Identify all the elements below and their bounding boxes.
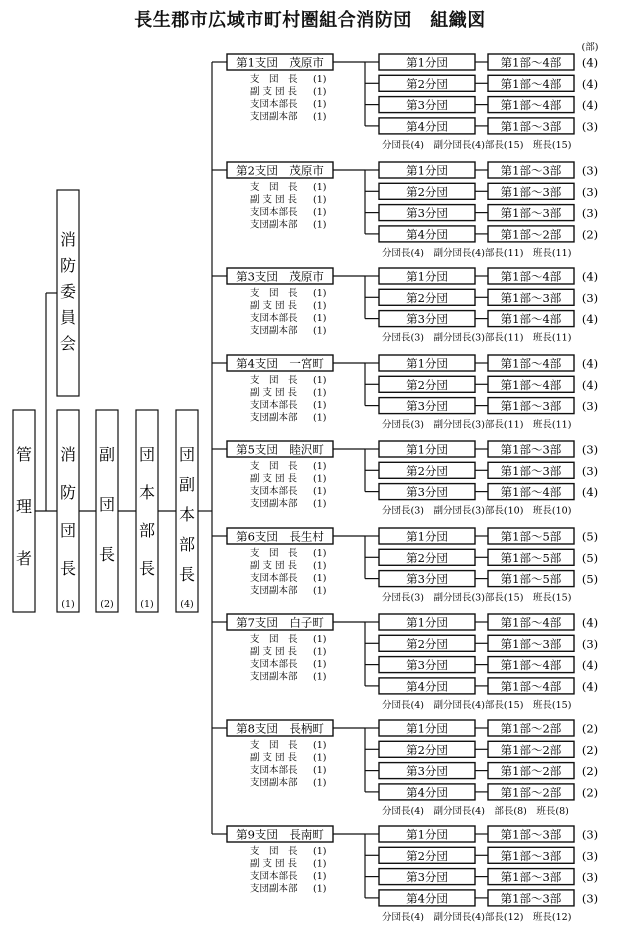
section-count: (3) [581,442,599,457]
section-range: 第1部～3部 [500,119,562,134]
officer-count: (1) [313,858,327,870]
section-range: 第1部～2部 [500,742,562,757]
section-range: 第1部～3部 [500,163,562,178]
officer-count: (1) [313,412,327,424]
officer-count: (1) [313,325,327,337]
role-char: 長 [138,559,156,578]
officer-label: 支団本部長 [250,659,298,670]
officer-label: 支 団 長 [250,74,298,85]
section-range: 第1部～3部 [500,206,562,221]
officer-label: 支団副本部 [250,883,298,895]
branch-summary: 分団長(3) 副分団長(3)部長(15) 班長(15) [382,592,572,604]
unit-header: (部) [581,42,599,53]
section-range: 第1部～2部 [500,764,562,779]
division-name: 第3分団 [406,206,448,221]
committee-char: 防 [59,256,77,275]
officer-label: 支団副本部 [250,671,298,683]
officer-label: 支団副本部 [250,777,298,789]
officer-label: 副 支 団 長 [250,752,298,764]
branch-summary: 分団長(4) 副分団長(4)部長(11) 班長(11) [382,247,572,259]
section-count: (2) [581,764,599,779]
officer-label: 支 団 長 [250,461,298,472]
division-name: 第2分団 [406,463,448,478]
officer-label: 副 支 団 長 [250,646,298,658]
section-count: (3) [581,290,599,305]
officer-count: (1) [313,560,327,572]
section-range: 第1部～3部 [500,290,562,305]
role-char: 団 [98,495,116,514]
officer-count: (1) [313,313,327,324]
section-range: 第1部～5部 [500,550,562,565]
branch-name: 第4支団 一宮町 [236,356,324,371]
section-count: (4) [581,658,599,673]
section-range: 第1部～4部 [500,658,562,673]
division-name: 第1分団 [406,356,448,371]
section-range: 第1部～4部 [500,269,562,284]
officer-label: 支 団 長 [250,182,298,193]
section-range: 第1部～4部 [500,485,562,500]
role-char: 団 [138,445,156,464]
branch-summary: 分団長(4) 副分団長(4) 部長(8) 班長(8) [382,805,569,817]
officer-label: 副 支 団 長 [250,300,298,312]
section-range: 第1部～4部 [500,76,562,91]
branch-summary: 分団長(4) 副分団長(4)部長(15) 班長(15) [382,699,572,711]
role-count: (1) [140,599,154,610]
officer-count: (1) [313,387,327,399]
officer-count: (1) [313,99,327,110]
page-title: 長生郡市広域市町村圏組合消防団 組織図 [134,10,486,31]
officer-label: 支 団 長 [250,288,298,299]
section-count: (4) [581,377,599,392]
officer-count: (1) [313,777,327,789]
officer-label: 副 支 団 長 [250,194,298,206]
section-count: (4) [581,76,599,91]
section-range: 第1部～4部 [500,615,562,630]
role-char: 長 [178,565,196,584]
division-name: 第1分団 [406,827,448,842]
officer-count: (1) [313,182,327,193]
committee-char: 員 [59,308,77,327]
section-range: 第1部～3部 [500,399,562,414]
section-count: (3) [581,163,599,178]
officer-count: (1) [313,659,327,670]
section-range: 第1部～4部 [500,377,562,392]
officer-label: 支団本部長 [250,207,298,218]
section-range: 第1部～4部 [500,55,562,70]
branch-summary: 分団長(3) 副分団長(3)部長(11) 班長(11) [382,419,572,431]
officer-label: 支団本部長 [250,400,298,411]
officer-label: 支 団 長 [250,740,298,751]
branch-name: 第5支団 睦沢町 [236,442,324,457]
officer-count: (1) [313,671,327,683]
officer-label: 支 団 長 [250,548,298,559]
section-range: 第1部～4部 [500,312,562,327]
division-name: 第1分団 [406,721,448,736]
division-name: 第3分団 [406,764,448,779]
division-name: 第2分団 [406,377,448,392]
role-char: 副 [178,475,196,494]
branch-summary: 分団長(3) 副分団長(3)部長(10) 班長(10) [382,505,572,517]
officer-count: (1) [313,86,327,98]
officer-label: 支 団 長 [250,846,298,857]
section-range: 第1部～3部 [500,442,562,457]
section-count: (3) [581,870,599,885]
role-char: 団 [59,521,77,540]
branch-name: 第6支団 長生村 [236,529,324,544]
officer-label: 支団副本部 [250,585,298,597]
role-char: 長 [98,545,116,564]
officer-label: 支団副本部 [250,219,298,231]
section-count: (5) [581,529,599,544]
section-range: 第1部～5部 [500,572,562,587]
officer-count: (1) [313,486,327,497]
officer-label: 支団本部長 [250,871,298,882]
role-char: 者 [15,549,33,568]
officer-count: (1) [313,548,327,559]
division-name: 第1分団 [406,442,448,457]
division-name: 第4分団 [406,891,448,906]
officer-count: (1) [313,219,327,231]
branch-name: 第3支団 茂原市 [236,269,324,284]
role-box-frame [136,410,158,612]
division-name: 第4分団 [406,227,448,242]
division-name: 第4分団 [406,119,448,134]
officer-count: (1) [313,573,327,584]
division-name: 第3分団 [406,870,448,885]
officer-count: (1) [313,846,327,857]
role-box-frame [57,410,79,612]
section-range: 第1部～3部 [500,827,562,842]
officer-count: (1) [313,871,327,882]
officer-count: (1) [313,288,327,299]
role-char: 本 [178,505,196,524]
branch-summary: 分団長(4) 副分団長(4)部長(12) 班長(12) [382,911,572,923]
role-count: (4) [180,599,194,610]
officer-label: 支団本部長 [250,313,298,324]
officer-label: 副 支 団 長 [250,86,298,98]
branch-name: 第8支団 長柄町 [236,721,324,736]
officer-label: 支団本部長 [250,573,298,584]
committee-char: 会 [59,334,77,353]
role-count: (1) [61,599,75,610]
section-range: 第1部～3部 [500,184,562,199]
section-range: 第1部～4部 [500,356,562,371]
committee-char: 消 [59,230,77,249]
division-name: 第4分団 [406,785,448,800]
division-name: 第2分団 [406,550,448,565]
branch-summary: 分団長(4) 副分団長(4)部長(15) 班長(15) [382,139,572,151]
branch-name: 第1支団 茂原市 [236,55,324,70]
section-count: (4) [581,312,599,327]
section-count: (4) [581,356,599,371]
officer-count: (1) [313,207,327,218]
officer-count: (1) [313,300,327,312]
role-char: 部 [138,521,156,540]
section-count: (2) [581,742,599,757]
officer-count: (1) [313,634,327,645]
section-count: (3) [581,206,599,221]
division-name: 第1分団 [406,529,448,544]
division-name: 第1分団 [406,269,448,284]
section-count: (2) [581,227,599,242]
section-count: (4) [581,679,599,694]
role-count: (2) [100,599,114,610]
officer-count: (1) [313,646,327,658]
officer-label: 副 支 団 長 [250,858,298,870]
section-range: 第1部～3部 [500,463,562,478]
role-char: 本 [138,483,156,502]
officer-count: (1) [313,740,327,751]
section-range: 第1部～4部 [500,98,562,113]
division-name: 第3分団 [406,485,448,500]
role-char: 防 [59,483,77,502]
division-name: 第3分団 [406,312,448,327]
role-char: 長 [59,559,77,578]
branch-summary: 分団長(3) 副分団長(3)部長(11) 班長(11) [382,332,572,344]
division-name: 第2分団 [406,742,448,757]
section-range: 第1部～3部 [500,891,562,906]
section-count: (3) [581,848,599,863]
officer-count: (1) [313,111,327,123]
branch-name: 第9支団 長南町 [236,827,324,842]
section-range: 第1部～2部 [500,721,562,736]
section-count: (5) [581,572,599,587]
officer-count: (1) [313,400,327,411]
section-range: 第1部～2部 [500,785,562,800]
division-name: 第4分団 [406,679,448,694]
officer-label: 支団副本部 [250,498,298,510]
division-name: 第1分団 [406,163,448,178]
section-count: (3) [581,119,599,134]
officer-label: 副 支 団 長 [250,387,298,399]
officer-count: (1) [313,461,327,472]
officer-label: 支団本部長 [250,99,298,110]
role-char: 副 [98,445,116,464]
section-count: (4) [581,98,599,113]
role-char: 管 [15,445,33,464]
section-count: (3) [581,636,599,651]
role-char: 団 [178,445,196,464]
division-name: 第3分団 [406,399,448,414]
officer-label: 支 団 長 [250,375,298,386]
division-name: 第2分団 [406,290,448,305]
division-name: 第2分団 [406,636,448,651]
officer-label: 支団本部長 [250,765,298,776]
officer-count: (1) [313,498,327,510]
section-count: (5) [581,550,599,565]
section-count: (2) [581,721,599,736]
division-name: 第3分団 [406,572,448,587]
officer-count: (1) [313,375,327,386]
division-name: 第2分団 [406,848,448,863]
officer-label: 支団本部長 [250,486,298,497]
division-name: 第3分団 [406,658,448,673]
section-count: (4) [581,615,599,630]
officer-label: 副 支 団 長 [250,560,298,572]
officer-count: (1) [313,74,327,85]
officer-label: 支団副本部 [250,412,298,424]
officer-label: 支団副本部 [250,325,298,337]
officer-label: 支団副本部 [250,111,298,123]
role-char: 部 [178,535,196,554]
officer-label: 副 支 団 長 [250,473,298,485]
branch-name: 第2支団 茂原市 [236,163,324,178]
section-count: (3) [581,827,599,842]
section-range: 第1部～2部 [500,227,562,242]
officer-label: 支 団 長 [250,634,298,645]
division-name: 第1分団 [406,615,448,630]
left-role-box [136,410,158,612]
officer-count: (1) [313,765,327,776]
section-range: 第1部～3部 [500,636,562,651]
division-name: 第2分団 [406,184,448,199]
officer-count: (1) [313,883,327,895]
division-name: 第1分団 [406,55,448,70]
section-count: (2) [581,785,599,800]
section-count: (3) [581,891,599,906]
officer-count: (1) [313,585,327,597]
section-range: 第1部～3部 [500,870,562,885]
section-count: (4) [581,485,599,500]
left-role-box [57,410,79,612]
section-range: 第1部～4部 [500,679,562,694]
section-count: (4) [581,269,599,284]
officer-count: (1) [313,194,327,206]
section-count: (3) [581,184,599,199]
section-count: (3) [581,463,599,478]
section-range: 第1部～3部 [500,848,562,863]
branch-name: 第7支団 白子町 [236,615,324,630]
role-char: 消 [59,445,77,464]
section-count: (4) [581,55,599,70]
section-count: (3) [581,399,599,414]
section-range: 第1部～5部 [500,529,562,544]
division-name: 第3分団 [406,98,448,113]
role-char: 理 [15,497,33,516]
officer-count: (1) [313,752,327,764]
officer-count: (1) [313,473,327,485]
committee-char: 委 [59,282,77,301]
division-name: 第2分団 [406,76,448,91]
